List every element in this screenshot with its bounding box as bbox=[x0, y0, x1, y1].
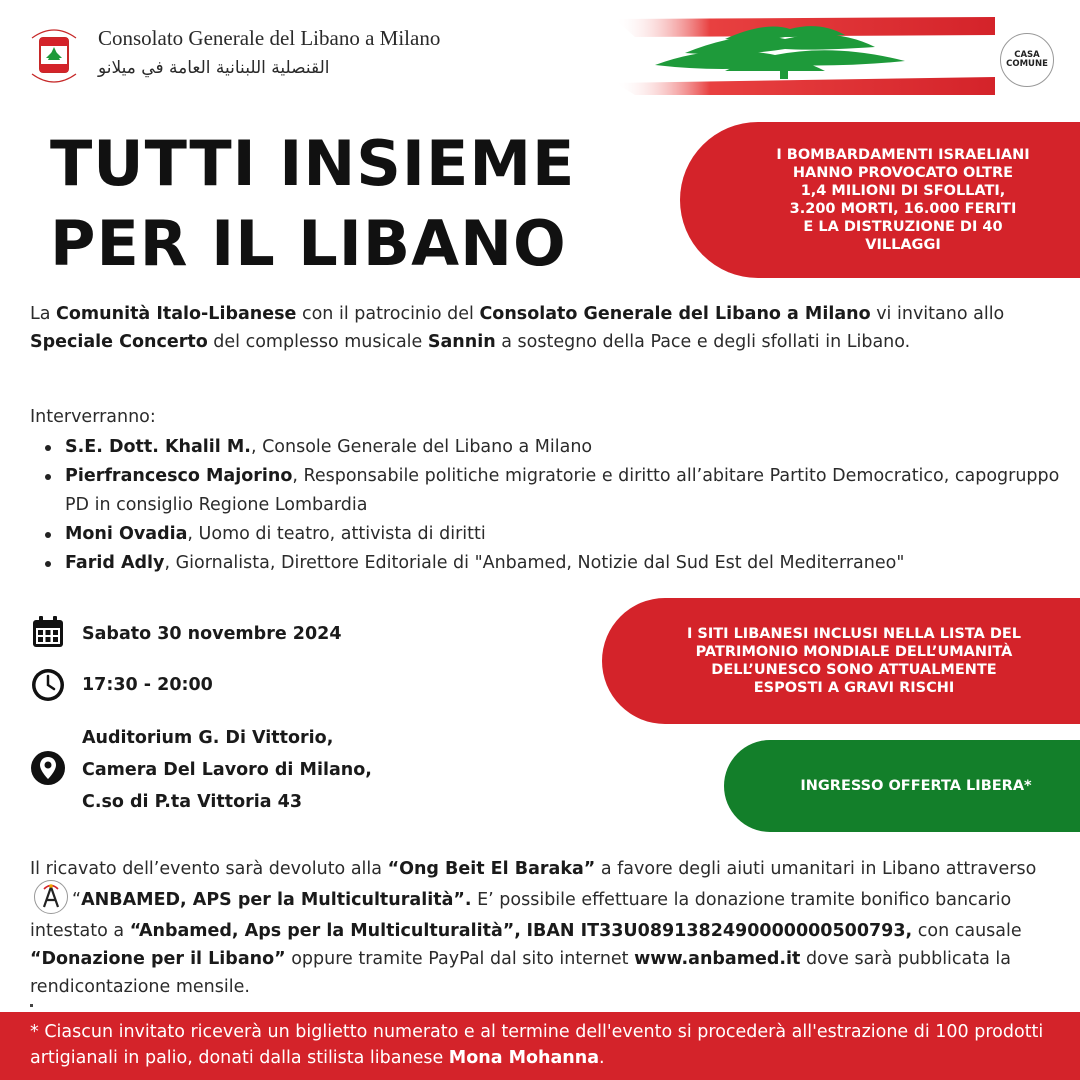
event-venue bbox=[82, 722, 372, 818]
intro-paragraph: La Comunità Italo-Libanese con il patrocinio del Consolato Generale del Libano a Milano vi invitano allo Speciale Concerto del complesso musicale Sannin a sostegno della Pace e degli sfollati in Libano. bbox=[30, 304, 1005, 352]
venue-line: Auditorium G. Di Vittorio, bbox=[82, 728, 334, 748]
consulate-name-arabic: القنصلية اللبنانية العامة في ميلانو bbox=[98, 58, 330, 78]
callout-line: PATRIMONIO MONDIALE DELL’UMANITÀ bbox=[695, 644, 1013, 660]
speakers-label: Interverranno: bbox=[30, 407, 156, 427]
anbamed-logo-icon bbox=[34, 880, 68, 914]
list-item: Moni Ovadia, Uomo di teatro, attivista di diritti bbox=[65, 520, 1080, 549]
callout-line: 1,4 MILIONI DI SFOLLATI, bbox=[800, 183, 1006, 199]
speakers-list bbox=[30, 433, 1080, 578]
free-entry-text: INGRESSO OFFERTA LIBERA* bbox=[800, 778, 1032, 794]
unesco-callout bbox=[602, 598, 1080, 724]
location-pin-icon bbox=[30, 750, 66, 786]
casa-comune-logo bbox=[1000, 33, 1054, 87]
donation-paragraph: Il ricavato dell’evento sarà devoluto alla “Ong Beit El Baraka” a favore degli aiuti umanitari in Libano attraverso “ANBAMED, APS per la Multiculturalità”. E’ possibile effettuare la donazione tramite bonifico bancario intestato a “Anbamed, Aps per la Multiculturalità”, IBAN IT33U0891382490000000500793, con causale “Donazione per il Libano” oppure tramite PayPal dal sito internet www.anbamed.it dove sarà pubblicata la rendicontazione mensile. bbox=[30, 859, 1037, 997]
list-item: Farid Adly, Giornalista, Direttore Editoriale di "Anbamed, Notizie dal Sud Est del Mediterraneo" bbox=[65, 549, 1080, 578]
callout-line: ESPOSTI A GRAVI RISCHI bbox=[753, 680, 955, 696]
list-item: S.E. Dott. Khalil M., Console Generale del Libano a Milano bbox=[65, 433, 1080, 462]
consulate-name-italian: Consolato Generale del Libano a Milano bbox=[98, 26, 441, 50]
decorative-dot bbox=[30, 1004, 33, 1007]
casa-logo-line2: COMUNE bbox=[1006, 59, 1048, 69]
title-line-2: PER IL LIBANO bbox=[50, 207, 567, 280]
list-item: Pierfrancesco Majorino, Responsabile politiche migratorie e diritto all’abitare Partito Democratico, capogruppo PD in consiglio Regione Lombardia bbox=[65, 462, 1080, 520]
event-date: Sabato 30 novembre 2024 bbox=[82, 624, 342, 644]
callout-line: I SITI LIBANESI INCLUSI NELLA LISTA DEL bbox=[686, 626, 1022, 642]
calendar-icon bbox=[30, 614, 66, 650]
event-time: 17:30 - 20:00 bbox=[82, 675, 213, 695]
clock-icon bbox=[30, 667, 66, 703]
page-title bbox=[50, 124, 575, 284]
consulate-seal-icon bbox=[24, 20, 84, 90]
callout-line: DELL’UNESCO SONO ATTUALMENTE bbox=[711, 662, 997, 678]
callout-line: HANNO PROVOCATO OLTRE bbox=[792, 165, 1014, 181]
casa-logo-line1: CASA bbox=[1014, 50, 1040, 60]
anbamed-website-link[interactable]: www.anbamed.it bbox=[634, 949, 801, 969]
callout-line: 3.200 MORTI, 16.000 FERITI bbox=[789, 201, 1017, 217]
free-entry-callout bbox=[724, 740, 1080, 832]
callout-line: E LA DISTRUZIONE DI 40 bbox=[803, 219, 1003, 235]
bombings-callout bbox=[680, 122, 1080, 278]
venue-line: Camera Del Lavoro di Milano, bbox=[82, 760, 372, 780]
footer-note: * Ciascun invitato riceverà un biglietto numerato e al termine dell'evento si procederà all'estrazione di 100 prodotti artigianali in palio, donati dalla stilista libanese Mona Mohanna. bbox=[30, 1022, 1044, 1068]
lebanon-flag-cedar-icon bbox=[575, 15, 995, 95]
callout-line: I BOMBARDAMENTI ISRAELIANI bbox=[776, 147, 1030, 163]
title-line-1: TUTTI INSIEME bbox=[50, 127, 576, 200]
venue-line: C.so di P.ta Vittoria 43 bbox=[82, 792, 303, 812]
callout-line: VILLAGGI bbox=[865, 237, 941, 253]
